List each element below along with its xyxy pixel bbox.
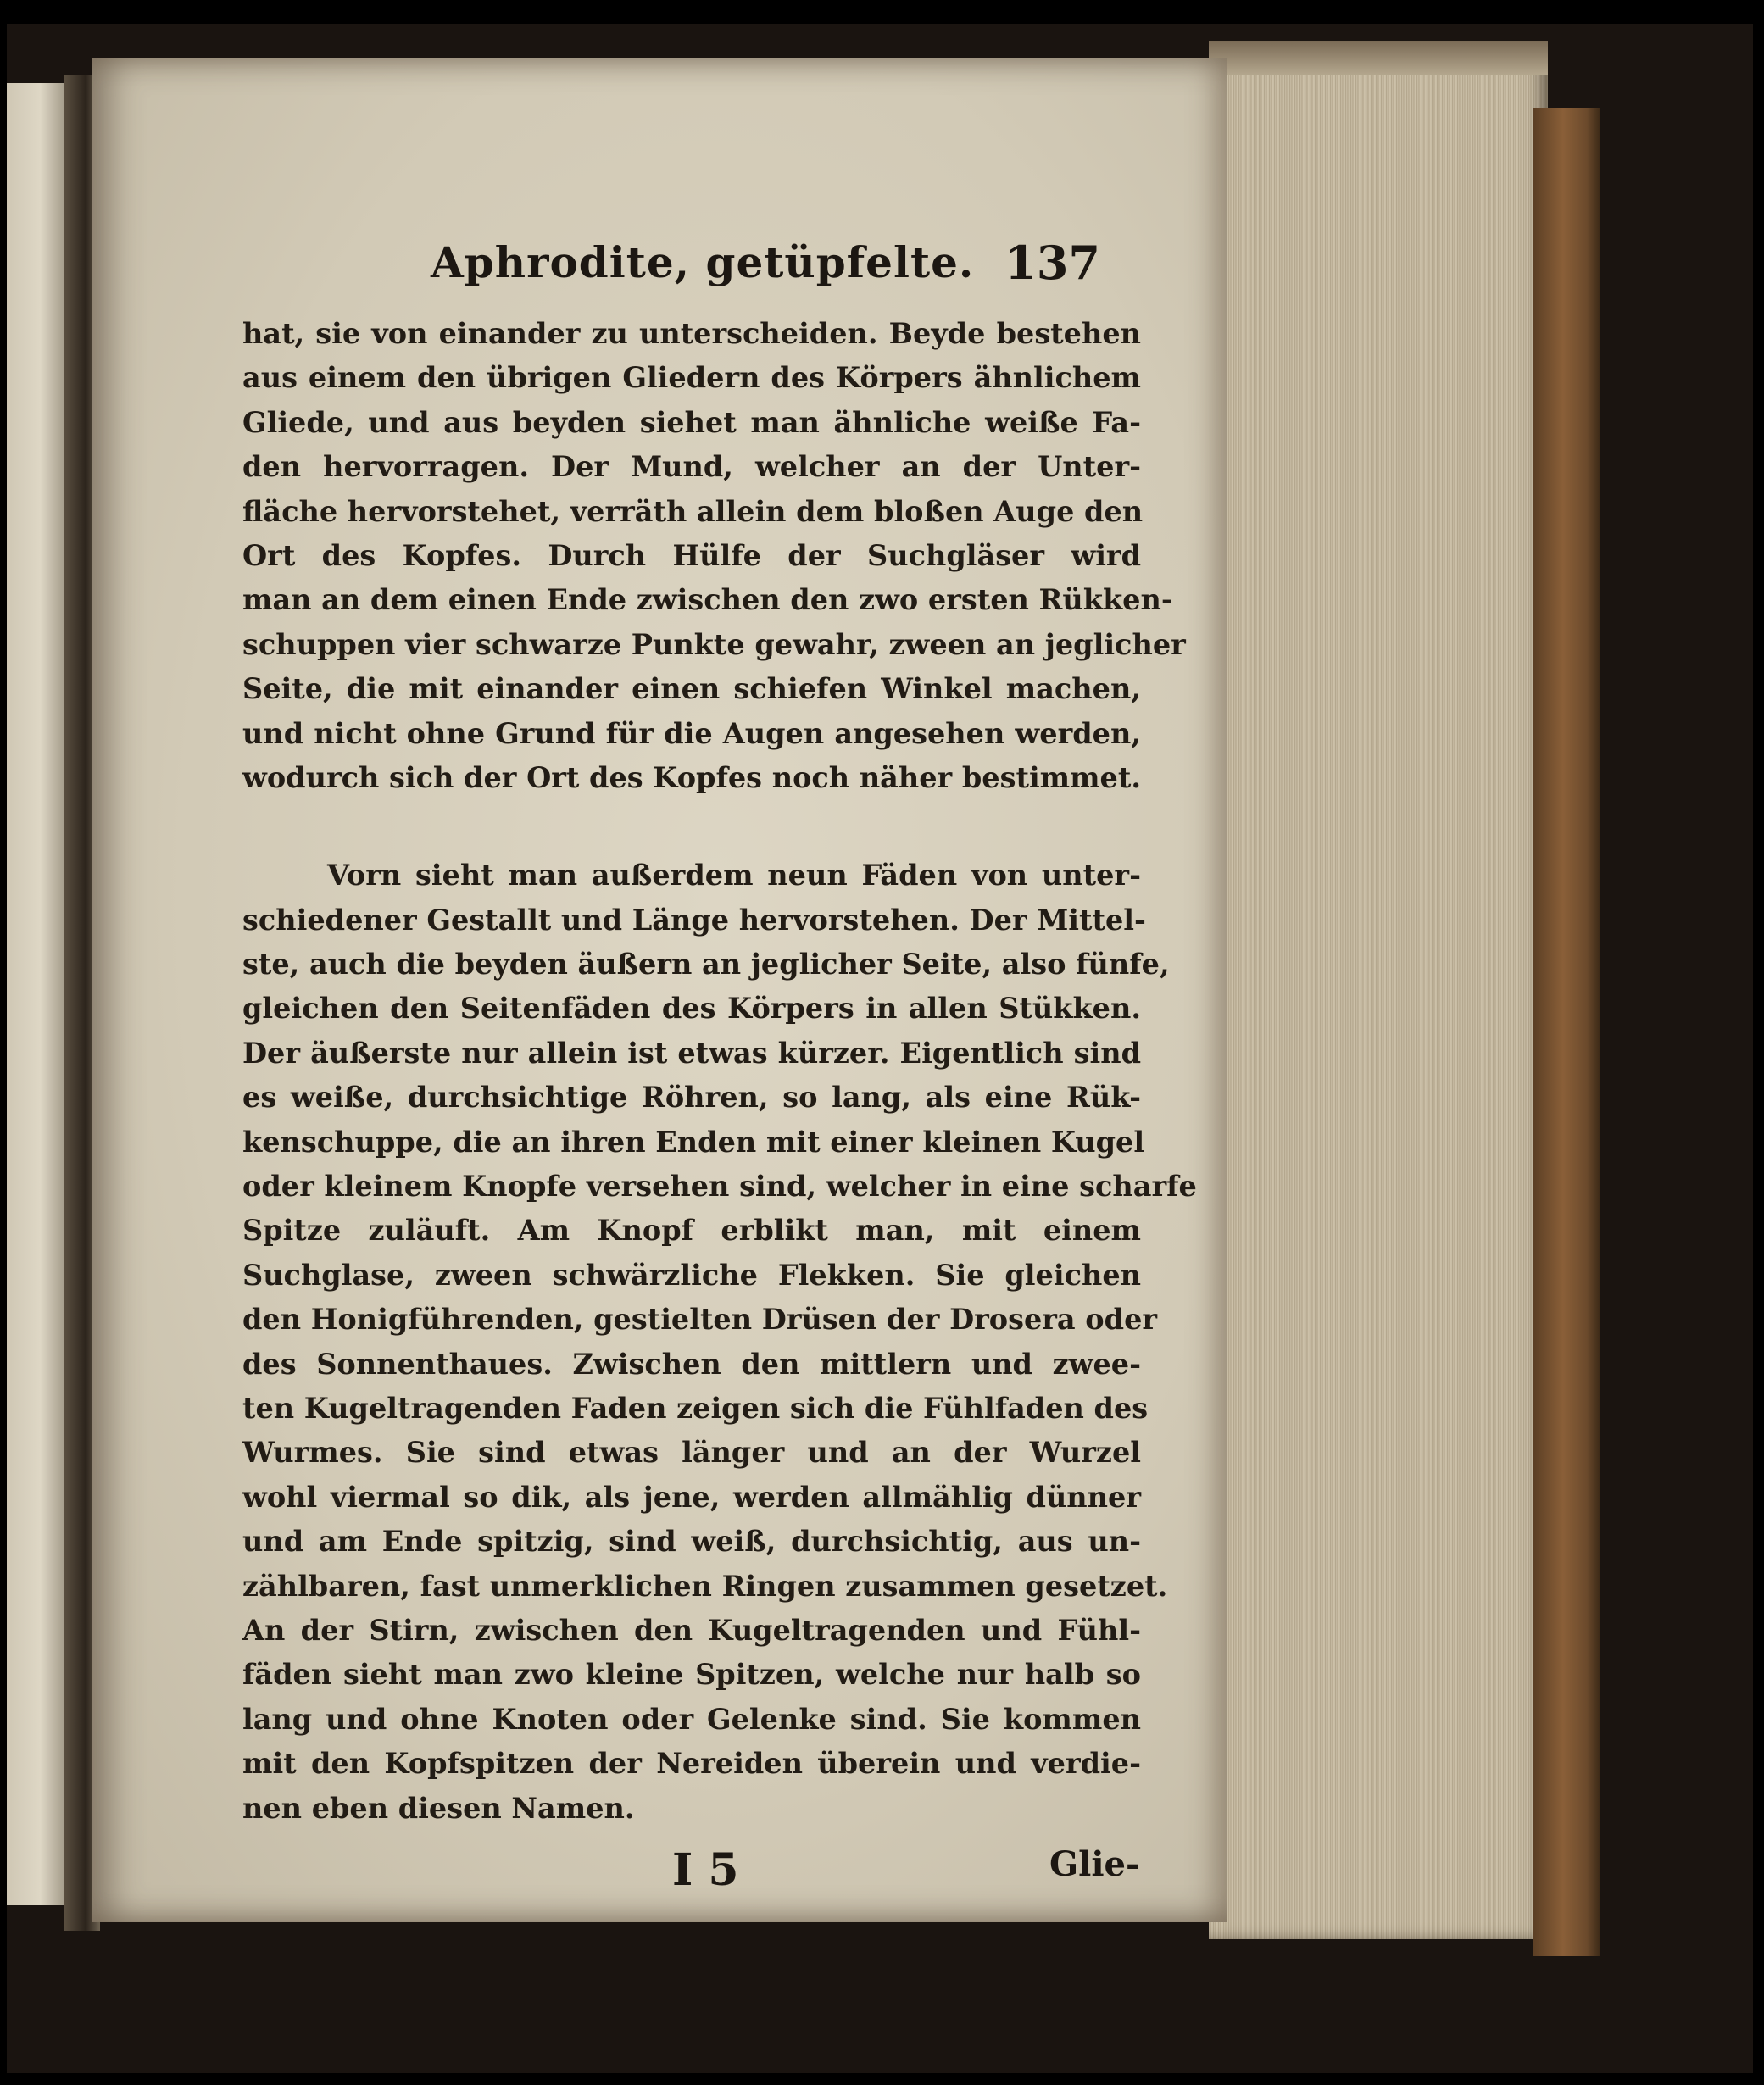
text-line: gleichen den Seitenfäden des Körpers in allen Stükken. bbox=[242, 992, 1141, 1026]
text-line: nen eben diesen Namen. bbox=[242, 1791, 635, 1825]
book-binding bbox=[1533, 108, 1600, 1956]
text-line: wohl viermal so dik, als jene, werden allmählig dünner bbox=[242, 1480, 1141, 1514]
text-line: oder kleinem Knopfe versehen sind, welcher in eine scharfe bbox=[242, 1170, 1197, 1204]
text-line: schuppen vier schwarze Punkte gewahr, zween an jeglicher bbox=[242, 627, 1186, 661]
text-line: Der äußerste nur allein ist etwas kürzer. Eigentlich sind bbox=[242, 1036, 1141, 1070]
page-fore-edge bbox=[1209, 41, 1548, 1939]
text-line: und am Ende spitzig, sind weiß, durchsichtig, aus un- bbox=[242, 1525, 1141, 1559]
text-line: Vorn sieht man außerdem neun Fäden von unter- bbox=[327, 859, 1141, 892]
text-line: fläche hervorstehet, verräth allein dem bloßen Auge den bbox=[242, 494, 1144, 528]
text-line: zählbaren, fast unmerklichen Ringen zusammen gesetzet. bbox=[242, 1569, 1168, 1603]
paragraph bbox=[242, 312, 1186, 800]
text-line: schiedener Gestallt und Länge hervorstehen. Der Mittel- bbox=[242, 903, 1146, 937]
text-line: lang und ohne Knoten oder Gelenke sind. Sie kommen bbox=[242, 1702, 1141, 1736]
page-fore-edge-top bbox=[1209, 41, 1548, 75]
text-line: Suchglase, zween schwärzliche Flekken. Sie gleichen bbox=[242, 1258, 1141, 1292]
text-line: Gliede, und aus beyden siehet man ähnliche weiße Fa- bbox=[242, 405, 1141, 439]
text-line: ten Kugeltragenden Faden zeigen sich die Fühlfaden des bbox=[242, 1391, 1149, 1425]
text-line: den Honigführenden, gestielten Drüsen der Drosera oder bbox=[242, 1303, 1158, 1337]
text-line: den hervorragen. Der Mund, welcher an der Unter- bbox=[242, 450, 1141, 484]
text-line: fäden sieht man zwo kleine Spitzen, welche nur halb so bbox=[242, 1658, 1141, 1692]
text-line: aus einem den übrigen Gliedern des Körpers ähnlichem bbox=[242, 361, 1141, 395]
text-line: es weiße, durchsichtige Röhren, so lang, als eine Rük- bbox=[242, 1081, 1141, 1115]
text-line: Ort des Kopfes. Durch Hülfe der Suchgläser wird bbox=[242, 538, 1141, 572]
body-text bbox=[242, 312, 1197, 1831]
scan-background bbox=[7, 24, 1753, 2073]
running-title: Aphrodite, getüpfelte. bbox=[431, 237, 975, 287]
text-line: Spitze zuläuft. Am Knopf erblikt man, mit einem bbox=[242, 1214, 1141, 1248]
text-line: wodurch sich der Ort des Kopfes noch näher bestimmet. bbox=[242, 760, 1142, 794]
text-line: des Sonnenthaues. Zwischen den mittlern und zwee- bbox=[242, 1347, 1141, 1381]
paragraph bbox=[242, 853, 1197, 1831]
text-line: man an dem einen Ende zwischen den zwo ersten Rükken- bbox=[242, 583, 1173, 617]
text-line: kenschuppe, die an ihren Enden mit einer kleinen Kugel bbox=[242, 1125, 1145, 1159]
text-line: mit den Kopfspitzen der Nereiden überein und verdie- bbox=[242, 1747, 1141, 1781]
page-number: 137 bbox=[1004, 236, 1100, 290]
catchword: Glie- bbox=[1049, 1844, 1140, 1884]
running-head bbox=[337, 227, 1100, 295]
signature-mark: I 5 bbox=[672, 1844, 739, 1896]
text-line: hat, sie von einander zu unterscheiden. Beyde bestehen bbox=[242, 317, 1141, 350]
text-line: An der Stirn, zwischen den Kugeltragenden und Fühl- bbox=[242, 1613, 1141, 1647]
book-page bbox=[92, 58, 1227, 1922]
text-line: ste, auch die beyden äußern an jeglicher Seite, also fünfe, bbox=[242, 948, 1170, 981]
text-line: Seite, die mit einander einen schiefen Winkel machen, bbox=[242, 672, 1141, 706]
left-page-edge bbox=[7, 83, 68, 1905]
text-line: und nicht ohne Grund für die Augen angesehen werden, bbox=[242, 716, 1141, 750]
text-line: Wurmes. Sie sind etwas länger und an der Wurzel bbox=[242, 1436, 1141, 1470]
